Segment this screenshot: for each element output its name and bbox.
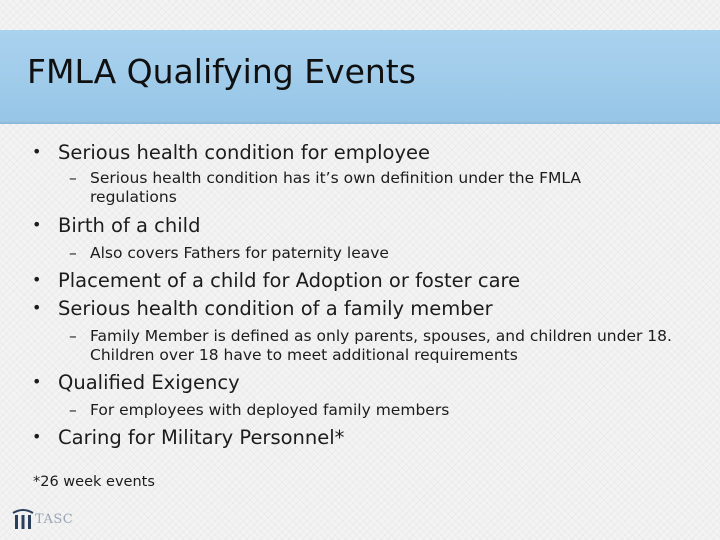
logo-text: TASC: [35, 511, 74, 527]
sub-bullet-text: For employees with deployed family members: [90, 401, 450, 419]
sub-bullet-item: [69, 244, 669, 263]
sub-bullet-item: [69, 169, 669, 207]
tasc-logo-icon: [12, 507, 34, 531]
sub-bullet-item: [69, 327, 701, 365]
bullet-text: Serious health condition for employee: [58, 141, 431, 164]
bullet-item: [32, 269, 520, 292]
sub-bullet-marker: –: [69, 244, 77, 262]
bullet-text: Birth of a child: [58, 214, 201, 237]
bullet-marker: •: [32, 142, 42, 161]
sub-bullet-marker: –: [69, 327, 77, 345]
tasc-logo: [12, 506, 73, 532]
bullet-item: [32, 297, 493, 320]
sub-bullet-text: Serious health condition has it’s own definition under the FMLA regulations: [90, 169, 581, 206]
sub-bullet-text: Also covers Fathers for paternity leave: [90, 244, 389, 262]
bullet-item: [32, 371, 240, 394]
footnote: *26 week events: [33, 474, 155, 490]
sub-bullet-text: Family Member is defined as only parents, spouses, and children under 18. Children over 18 have to meet additional requirements: [90, 327, 672, 364]
bullet-marker: •: [32, 298, 42, 317]
sub-bullet-marker: –: [69, 169, 77, 187]
bullet-text: Placement of a child for Adoption or foster care: [58, 269, 521, 292]
sub-bullet-item: [69, 401, 669, 420]
sub-bullet-marker: –: [69, 401, 77, 419]
bullet-marker: •: [32, 270, 42, 289]
bullet-item: [32, 426, 344, 449]
bullet-text: Serious health condition of a family member: [58, 297, 493, 320]
bullet-item: [32, 141, 430, 164]
bullet-marker: •: [32, 372, 42, 391]
slide-title: FMLA Qualifying Events: [27, 52, 416, 91]
bullet-item: [32, 214, 200, 237]
bullet-marker: •: [32, 427, 42, 446]
bullet-text: Qualified Exigency: [58, 371, 240, 394]
bullet-marker: •: [32, 215, 42, 234]
bullet-text: Caring for Military Personnel*: [58, 426, 345, 449]
